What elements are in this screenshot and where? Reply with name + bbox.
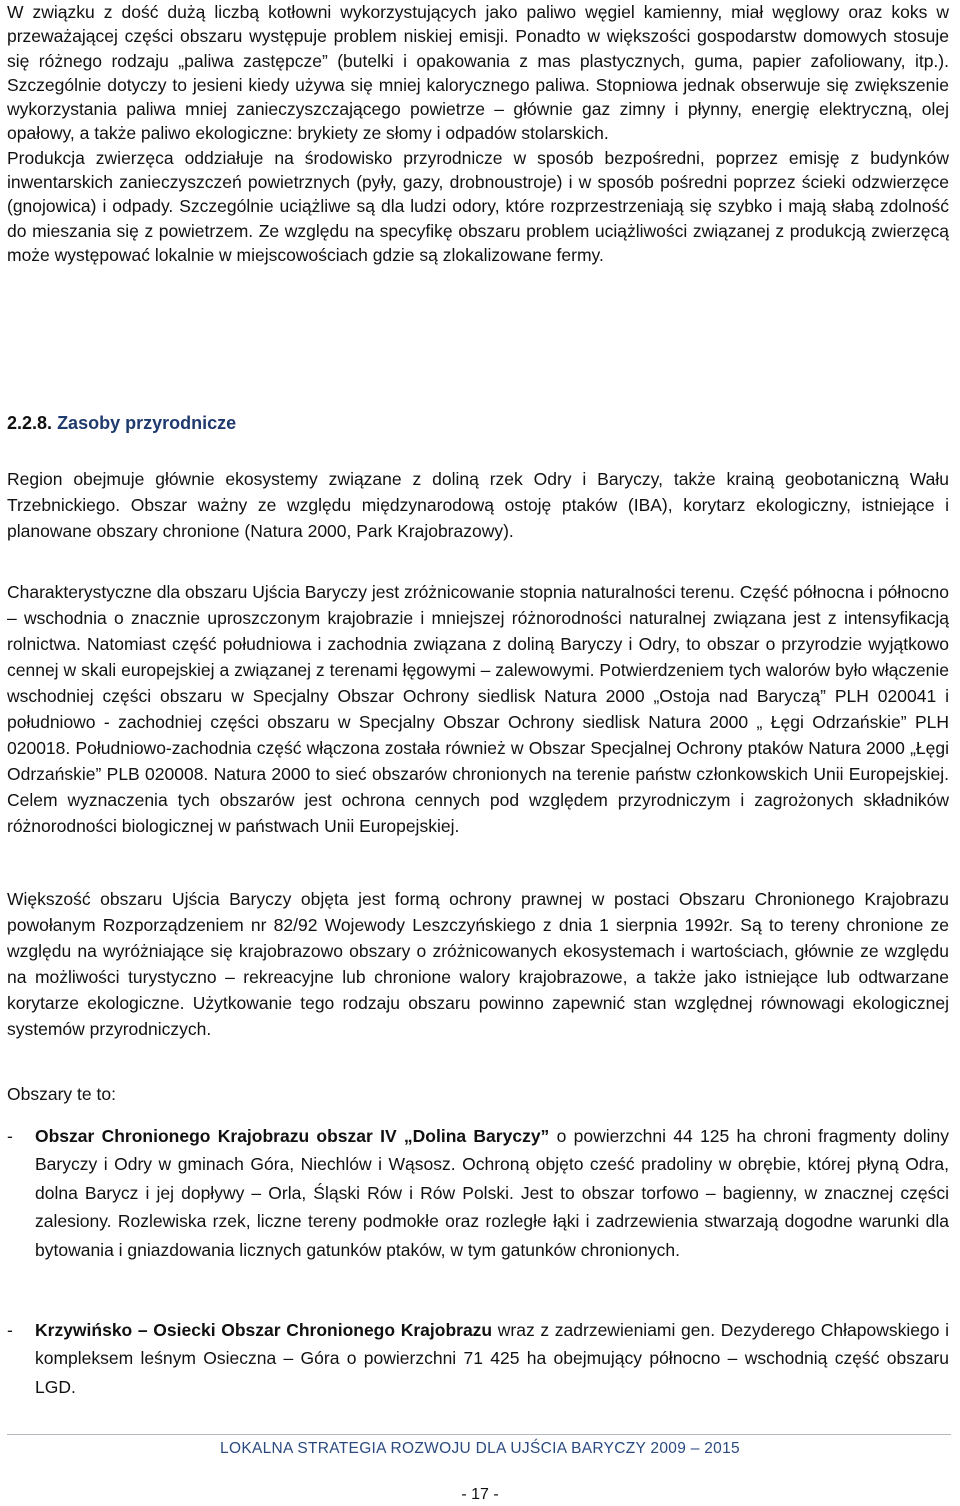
section-paragraph-character: Charakterystyczne dla obszaru Ujścia Baryczy jest zróżnicowanie stopnia naturalności terenu. Część północna i północno – wschodnia o znacznie uproszczonym krajobrazie i mniejszej różnorodności naturalnej związana jest z intensyfikacją rolnictwa. Natomiast część południowa i zachodnia związana z doliną Baryczy i Odry, to obszar o przyrodzie wyjątkowo cennej w skali europejskiej a związanej z terenami łęgowymi – zalewowymi. Potwierdzeniem tych walorów było włączenie wschodniej części obszaru w Specjalny Obszar Ochrony siedlisk Natura 2000 „Ostoja nad Baryczą” PLH 020041 i południowo - zachodniej części obszaru w Specjalny Obszar Ochrony siedlisk Natura 2000 „ Łęgi Odrzańskie” PLH 020018. Południowo-zachodnia część włączona została również w Obszar Specjalnej Ochrony ptaków Natura 2000 „Łęgi Odrzańskie” PLB 020008. Natura 2000 to sieć obszarów chronionych na terenie państw członkowskich Unii Europejskiej. Celem wyznaczenia tych obszarów jest ochrona cennych pod względem przyrodniczym i zagrożonych składników różnorodności biologicznej w państwach Unii Europejskiej.: [7, 582, 949, 836]
section-heading: [7, 413, 236, 434]
list-item-title: Obszar Chronionego Krajobrazu obszar IV „Dolina Baryczy”: [35, 1126, 550, 1146]
list-dash: -: [7, 1320, 13, 1340]
section-title: Zasoby przyrodnicze: [57, 413, 237, 433]
section-paragraph-protection: Większość obszaru Ujścia Baryczy objęta jest formą ochrony prawnej w postaci Obszaru Chronionego Krajobrazu powołanym Rozporządzeniem nr 82/92 Wojewody Leszczyńskiego z dnia 1 sierpnia 1992r. Są to tereny chronione ze względu na wyróżniające się krajobrazowo obszary o zróżnicowanych ekosystemach i wartościach, głównie ze względu na możliwości turystyczno – rekreacyjne lub chronione walory krajobrazowe, a także jako istniejące lub odtwarzane korytarze ekologiczne. Użytkowanie tego rodzaju obszaru powinno zapewnić stan względnej równowagi ekologicznej systemów przyrodniczych.: [7, 889, 949, 1039]
list-item-text: wraz z zadrzewieniami gen. Dezyderego Chłapowskiego i kompleksem leśnym Osieczna – Góra o powierzchni 71 425 ha obejmujący północno – wschodnią część obszaru LGD.: [35, 1320, 949, 1397]
list-item-title: Krzywińsko – Osiecki Obszar Chronionego Krajobrazu: [35, 1320, 493, 1340]
footer-title: LOKALNA STRATEGIA ROZWOJU DLA UJŚCIA BARYCZY 2009 – 2015: [220, 1440, 740, 1457]
paragraph-emission: W związku z dość dużą liczbą kotłowni wykorzystujących jako paliwo węgiel kamienny, miał węglowy oraz koks w przeważającej części obszaru występuje problem niskiej emisji. Ponadto w większości gospodarstw domowych stosuje się różnego rodzaju „paliwa zastępcze” (butelki i opakowania z mas plastycznych, guma, papier zafoliowany, itp.). Szczególnie dotyczy to jesieni kiedy używa się mniej kalorycznego paliwa. Stopniowa jednak obserwuje się zwiększenie wykorzystania paliwa mniej zanieczyszczającego powietrze – głównie gaz zimny i płynny, energię elektryczną, olej opałowy, a także paliwo ekologiczne: brykiety ze słomy i odpadów stolarskich.: [7, 2, 949, 144]
footer-rule: [7, 1434, 951, 1435]
page-number: - 17 -: [461, 1486, 499, 1503]
paragraph-livestock: Produkcja zwierzęca oddziałuje na środowisko przyrodnicze w sposób bezpośredni, poprzez emisję z budynków inwentarskich zanieczyszczeń powietrznych (pyły, gazy, drobnoustroje) i w sposób pośredni poprzez ścieki odzwierzęce (gnojowica) i odpady. Szczególnie uciążliwe są dla ludzi odory, które rozprzestrzeniają się szybko i mają słabą zdolność do mieszania się z powietrzem. Ze względu na specyfikę obszaru problem uciążliwości związanej z produkcją zwierzęcą może występować lokalnie w miejscowościach gdzie są zlokalizowane fermy.: [7, 147, 949, 265]
list-intro: Obszary te to:: [7, 1084, 116, 1104]
list-item: [7, 1316, 949, 1401]
list-item: [7, 1122, 949, 1264]
section-paragraph-region: Region obejmuje głównie ekosystemy związane z doliną rzek Odry i Baryczy, także krainą geobotaniczną Wału Trzebnickiego. Obszar ważny ze względu międzynarodową ostoję ptaków (IBA), korytarz ekologiczny, istniejące i planowane obszary chronione (Natura 2000, Park Krajobrazowy).: [7, 469, 949, 541]
list-item-text: o powierzchni 44 125 ha chroni fragmenty doliny Baryczy i Odry w gminach Góra, Niechlów i Wąsosz. Ochroną objęto cześć pradoliny w obrębie, której płyną Odra, dolna Barycz i jej dopływy – Orla, Śląski Rów i Rów Polski. Jest to obszar torfowo – bagienny, w znacznej części zalesiony. Rozlewiska rzek, liczne tereny podmokłe oraz rozległe łąki i zadrzewienia stwarzają dogodne warunki dla bytowania i gniazdowania licznych gatunków ptaków, w tym gatunków chronionych.: [35, 1126, 949, 1260]
section-number: 2.2.8.: [7, 413, 53, 433]
intro-text: [7, 0, 949, 267]
list-dash: -: [7, 1126, 13, 1146]
